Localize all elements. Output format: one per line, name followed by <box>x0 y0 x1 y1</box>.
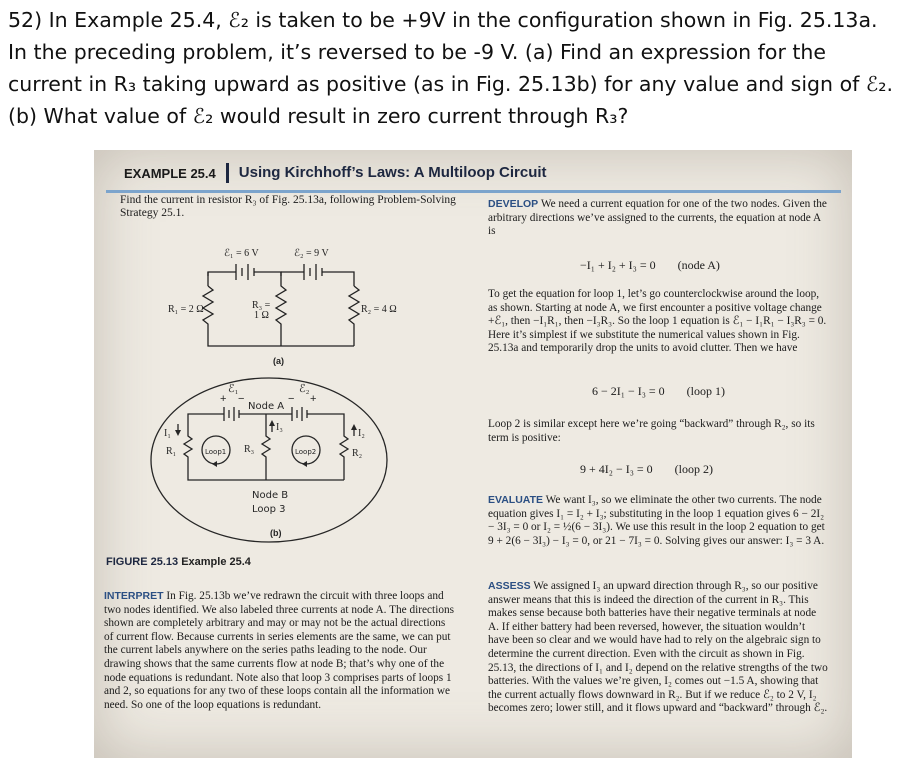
equation-loop1 <box>592 384 725 399</box>
r1-label-a: R₁ = 2 Ω <box>168 304 204 315</box>
loop1-label: Loop1 <box>205 448 227 456</box>
node-b-label: Node B <box>252 490 289 501</box>
r3-label-a-bottom: 1 Ω <box>254 310 269 321</box>
develop-label: DEVELOP <box>488 198 539 210</box>
r2-label-b: R₂ <box>352 448 363 459</box>
equation-node-a-expr: −I₁ + I₂ + I₃ = 0 <box>580 258 656 272</box>
header-rule <box>106 190 841 193</box>
interpret-text: In Fig. 25.13b we’ve redrawn the circuit with three loops and two nodes identified. We also labeled three currents at node A. The directions shown are completely arbitrary and may or may not be the actual directions of current flow. Because currents in series elements are the same, we can put the current labels anywhere on the series paths leading to the node. Our drawing shows that the same currents flow at node B; that’s why one of the node equations is redundant. Note also that loop 3 comprises parts of loops 1 and 2, so equations for any two of these loops contain all the information we need. So one of the loop equations is redundant. <box>104 590 455 711</box>
loop1-paragraph: To get the equation for loop 1, let’s go counterclockwise around the loop, as shown. Starting at node A, we first encounter a positive voltage change +ℰ₁, then −I₁R₁, then −I₃R₃. So the loop 1 equation is ℰ₁ − I₁R₁ − I₃R₃ = 0. Here it’s simplest if we substitute the numerical values shown in Fig. 25.13a and temporarily drop the units to avoid clutter. Then we have <box>488 288 827 355</box>
plus-sign-emf2: + <box>310 393 317 405</box>
example-label: EXAMPLE 25.4 <box>124 165 216 181</box>
circuit-figure-a <box>154 238 397 370</box>
part-b-label: (b) <box>270 528 282 538</box>
r3-label-b: R₃ <box>244 444 255 455</box>
example-intro: Find the current in resistor R₃ of Fig. 25.13a, following Problem-Solving Strategy 25.1. <box>120 194 456 219</box>
figure-caption <box>106 556 251 568</box>
develop-text: We need a current equation for one of the two nodes. Given the arbitrary directions we’ve assigned to the currents, the equation at node A is <box>488 198 827 238</box>
equation-loop1-tag: (loop 1) <box>686 384 725 398</box>
i3-label: I₃ <box>276 422 283 433</box>
textbook-photo <box>94 150 852 758</box>
part-a-label: (a) <box>273 356 284 366</box>
emf2-label-a: ℰ₂ = 9 V <box>294 248 329 259</box>
evaluate-paragraph <box>488 494 828 548</box>
problem-statement: 52) In Example 25.4, ℰ₂ is taken to be +9V in the configuration shown in Fig. 25.13a. In the preceding problem, it’s reversed to be -9 V. (a) Find an expression for the current in R₃ taking upward as positive (as in Fig. 25.13b) for any value and sign of ℰ₂. (b) What value of ℰ₂ would result in zero current through R₃? <box>8 8 893 128</box>
minus-sign-emf1: − <box>238 393 245 405</box>
i1-label: I₁ <box>164 428 171 439</box>
interpret-paragraph <box>104 590 456 712</box>
example-title: Using Kirchhoff’s Laws: A Multiloop Circuit <box>226 163 547 183</box>
r1-label-b: R₁ <box>166 446 177 457</box>
figure-caption-number: FIGURE 25.13 <box>106 556 179 568</box>
plus-sign-emf1: + <box>220 393 227 405</box>
loop2-paragraph: Loop 2 is similar except here we’re going “backward” through R₂, so its term is positive: <box>488 418 815 444</box>
i2-label: I₂ <box>358 428 365 439</box>
evaluate-text: We want I₃, so we eliminate the other two currents. The node equation gives I₁ = I₂ + I₃; substituting in the loop 1 equation gives 6 − 2I₂ − 3I₃ = 0 or I₂ = ½(6 − 3I₃). We use this result in the loop 2 equation to get 9 + 2(6 − 3I₃) − I₃ = 0, or 21 − 7I₃ = 0. Solving gives our answer: I₃ = 3 A. <box>488 494 825 547</box>
equation-loop2-tag: (loop 2) <box>674 462 713 476</box>
equation-loop2 <box>580 462 713 477</box>
node-a-label: Node A <box>248 401 285 412</box>
equation-node-a <box>580 258 720 273</box>
circuit-figure-b <box>144 374 394 554</box>
example-header <box>114 160 547 186</box>
figure-caption-text: Example 25.4 <box>181 556 251 568</box>
assess-paragraph <box>488 580 828 716</box>
evaluate-label: EVALUATE <box>488 494 544 506</box>
assess-text: We assigned I₃ an upward direction through R₃, so our positive answer means that this is indeed the direction of the current in R₃. This makes sense because both batteries have their negative terminals at node A. If either battery had been reversed, however, the situation wouldn’t have been so clear and we would have had to rely on the algebraic sign to determine the current direction. Even with the circuit as shown in Fig. 25.13, the directions of I₁ and I₂ depend on the relative strengths of the two batteries. With the values we’re given, I₂ comes out −1.5 A, showing that the current actually flows downward in R₂. But if we reduce ℰ₂ to 2 V, I₂ becomes zero; lower still, and it flows upward and “backward” through ℰ₂. <box>488 580 828 715</box>
equation-loop2-expr: 9 + 4I₂ − I₃ = 0 <box>580 462 653 476</box>
develop-paragraph <box>488 198 828 239</box>
emf1-label-b: ℰ₁ <box>228 383 239 395</box>
loop3-label: Loop 3 <box>252 504 286 515</box>
equation-node-a-tag: (node A) <box>677 258 720 272</box>
r3-label-a-top: R₃ = <box>252 300 271 311</box>
equation-loop1-expr: 6 − 2I₁ − I₃ = 0 <box>592 384 665 398</box>
interpret-label: INTERPRET <box>104 590 164 602</box>
loop2-label: Loop2 <box>295 448 317 456</box>
emf1-label-a: ℰ₁ = 6 V <box>224 248 259 259</box>
assess-label: ASSESS <box>488 580 531 592</box>
r2-label-a: R₂ = 4 Ω <box>361 304 397 315</box>
minus-sign-emf2: − <box>288 393 295 405</box>
emf2-label-b: ℰ₂ <box>299 383 310 395</box>
